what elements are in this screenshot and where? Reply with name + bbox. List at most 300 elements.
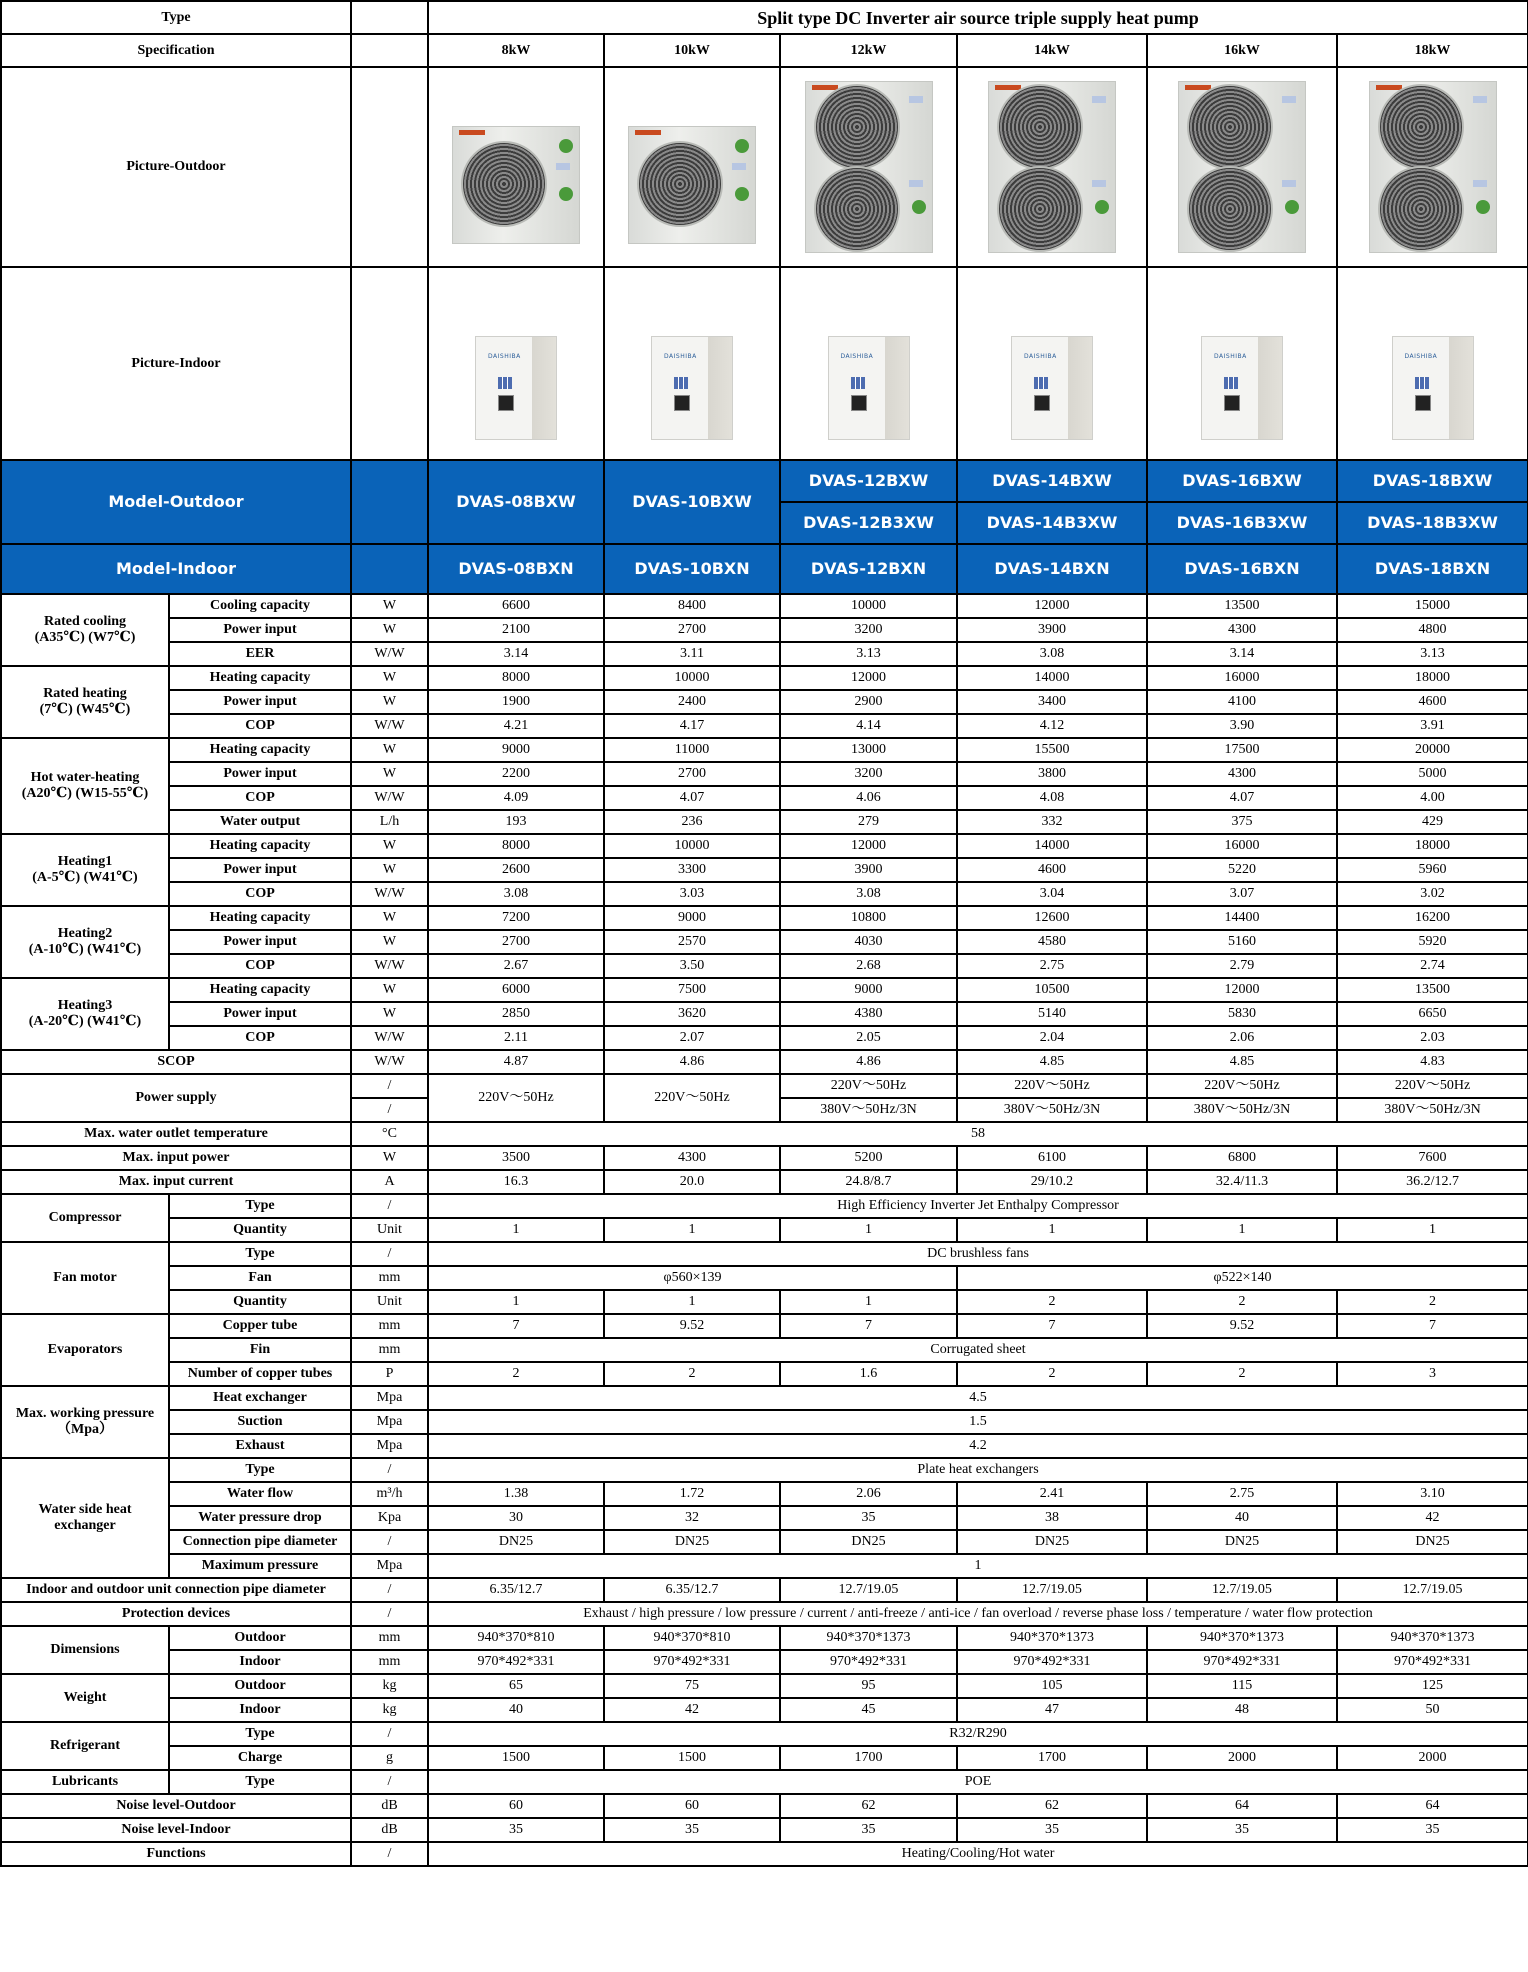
spec-row xyxy=(1,714,1528,738)
spec-row xyxy=(1,1770,1528,1794)
value-cell: 40 xyxy=(428,1698,604,1722)
unit-cell xyxy=(351,1,428,34)
indoor-unit-image: DAISHIBA xyxy=(828,336,910,440)
model-indoor-value: DVAS-10BXN xyxy=(604,544,780,594)
value-cell: 193 xyxy=(428,810,604,834)
value-cell: 332 xyxy=(957,810,1147,834)
row-label: Functions xyxy=(1,1842,351,1866)
value-cell: 30 xyxy=(428,1506,604,1530)
value-cell: 4.83 xyxy=(1337,1050,1528,1074)
value-cell: 20000 xyxy=(1337,738,1528,762)
unit-cell: mm xyxy=(351,1650,428,1674)
value-cell: 10000 xyxy=(604,666,780,690)
value-cell: 4.86 xyxy=(780,1050,957,1074)
value-cell: 3 xyxy=(1337,1362,1528,1386)
value-cell: DN25 xyxy=(428,1530,604,1554)
value-cell: 4.09 xyxy=(428,786,604,810)
value-cell: 2.03 xyxy=(1337,1026,1528,1050)
value-cell: 29/10.2 xyxy=(957,1170,1147,1194)
spec-row xyxy=(1,666,1528,690)
value-cell: φ522×140 xyxy=(957,1266,1528,1290)
spec-row xyxy=(1,1314,1528,1338)
value-cell: 12.7/19.05 xyxy=(780,1578,957,1602)
unit-cell: Mpa xyxy=(351,1386,428,1410)
value-cell: 4300 xyxy=(1147,762,1337,786)
value-cell: 64 xyxy=(1147,1794,1337,1818)
value-cell: 24.8/8.7 xyxy=(780,1170,957,1194)
value-cell: 380V～50Hz/3N xyxy=(1147,1098,1337,1122)
value-cell: 3200 xyxy=(780,762,957,786)
value-cell: 3.02 xyxy=(1337,882,1528,906)
model-outdoor-value: DVAS-12B3XW xyxy=(780,502,957,544)
value-cell: 3.11 xyxy=(604,642,780,666)
value-cell: 2700 xyxy=(428,930,604,954)
model-outdoor-value: DVAS-16B3XW xyxy=(1147,502,1337,544)
value-cell: 2.75 xyxy=(1147,1482,1337,1506)
unit-cell: / xyxy=(351,1242,428,1266)
value-cell: 42 xyxy=(604,1698,780,1722)
value-cell: 375 xyxy=(1147,810,1337,834)
value-cell: 15000 xyxy=(1337,594,1528,618)
value-cell: R32/R290 xyxy=(428,1722,1528,1746)
value-cell: 8400 xyxy=(604,594,780,618)
model-indoor-row xyxy=(1,544,1528,594)
model-indoor-value: DVAS-14BXN xyxy=(957,544,1147,594)
value-cell: 220V～50Hz xyxy=(428,1074,604,1122)
value-cell: 60 xyxy=(604,1794,780,1818)
indoor-unit-image: DAISHIBA xyxy=(1392,336,1474,440)
value-cell: 8000 xyxy=(428,834,604,858)
value-cell: 10800 xyxy=(780,906,957,930)
unit-cell: / xyxy=(351,1842,428,1866)
value-cell: 1 xyxy=(428,1554,1528,1578)
spec-row xyxy=(1,1698,1528,1722)
value-cell: 3400 xyxy=(957,690,1147,714)
spec-row xyxy=(1,1554,1528,1578)
value-cell: 35 xyxy=(780,1506,957,1530)
unit-cell: W/W xyxy=(351,954,428,978)
spec-row xyxy=(1,1530,1528,1554)
value-cell: 2.79 xyxy=(1147,954,1337,978)
unit-cell xyxy=(351,544,428,594)
value-cell: φ560×139 xyxy=(428,1266,957,1290)
unit-cell: / xyxy=(351,1098,428,1122)
row-label: Indoor and outdoor unit connection pipe diameter xyxy=(1,1578,351,1602)
unit-cell: W/W xyxy=(351,882,428,906)
value-cell: 1 xyxy=(1147,1218,1337,1242)
spec-row xyxy=(1,858,1528,882)
row-label: Water flow xyxy=(169,1482,351,1506)
value-cell: 2 xyxy=(957,1362,1147,1386)
value-cell: 970*492*331 xyxy=(957,1650,1147,1674)
spec-row xyxy=(1,594,1528,618)
unit-cell: / xyxy=(351,1530,428,1554)
value-cell: 2000 xyxy=(1147,1746,1337,1770)
value-cell: 4580 xyxy=(957,930,1147,954)
value-cell: 4.08 xyxy=(957,786,1147,810)
value-cell: 220V～50Hz xyxy=(1337,1074,1528,1098)
value-cell: 970*492*331 xyxy=(604,1650,780,1674)
unit-cell: W/W xyxy=(351,786,428,810)
spec-row xyxy=(1,1842,1528,1866)
value-cell: 4030 xyxy=(780,930,957,954)
outdoor-picture-cell xyxy=(1337,67,1528,267)
value-cell: 12.7/19.05 xyxy=(1147,1578,1337,1602)
value-cell: 17500 xyxy=(1147,738,1337,762)
unit-cell: P xyxy=(351,1362,428,1386)
value-cell: 3.04 xyxy=(957,882,1147,906)
unit-cell xyxy=(351,267,428,460)
value-cell: 65 xyxy=(428,1674,604,1698)
value-cell: 4.87 xyxy=(428,1050,604,1074)
value-cell: 9000 xyxy=(780,978,957,1002)
row-label: Cooling capacity xyxy=(169,594,351,618)
model-indoor-value: DVAS-16BXN xyxy=(1147,544,1337,594)
unit-cell: g xyxy=(351,1746,428,1770)
value-cell: 16.3 xyxy=(428,1170,604,1194)
value-cell: 64 xyxy=(1337,1794,1528,1818)
outdoor-unit-image xyxy=(988,81,1116,253)
value-cell: 12000 xyxy=(957,594,1147,618)
value-cell: DN25 xyxy=(604,1530,780,1554)
unit-cell: W xyxy=(351,930,428,954)
value-cell: 5830 xyxy=(1147,1002,1337,1026)
spec-row xyxy=(1,1242,1528,1266)
spec-value: 10kW xyxy=(604,34,780,67)
value-cell: 32 xyxy=(604,1506,780,1530)
value-cell: 6.35/12.7 xyxy=(428,1578,604,1602)
value-cell: 13500 xyxy=(1147,594,1337,618)
value-cell: 1500 xyxy=(428,1746,604,1770)
row-label: COP xyxy=(169,1026,351,1050)
unit-cell: W xyxy=(351,594,428,618)
model-indoor-value: DVAS-08BXN xyxy=(428,544,604,594)
value-cell: 4.21 xyxy=(428,714,604,738)
value-cell: 2.67 xyxy=(428,954,604,978)
value-cell: Plate heat exchangers xyxy=(428,1458,1528,1482)
group-label: Heating3 (A-20℃) (W41℃) xyxy=(1,978,169,1050)
spec-row xyxy=(1,1218,1528,1242)
value-cell: 2.75 xyxy=(957,954,1147,978)
spec-row xyxy=(1,1170,1528,1194)
value-cell: 5200 xyxy=(780,1146,957,1170)
spec-row xyxy=(1,1506,1528,1530)
value-cell: 4300 xyxy=(1147,618,1337,642)
value-cell: 940*370*1373 xyxy=(1147,1626,1337,1650)
spec-row xyxy=(1,978,1528,1002)
value-cell: 1.6 xyxy=(780,1362,957,1386)
value-cell: 3.08 xyxy=(780,882,957,906)
unit-cell: W xyxy=(351,666,428,690)
value-cell: 4.2 xyxy=(428,1434,1528,1458)
value-cell: 6800 xyxy=(1147,1146,1337,1170)
value-cell: 5220 xyxy=(1147,858,1337,882)
row-label: COP xyxy=(169,786,351,810)
spec-row xyxy=(1,1338,1528,1362)
value-cell: 2.68 xyxy=(780,954,957,978)
value-cell: 50 xyxy=(1337,1698,1528,1722)
value-cell: 3.50 xyxy=(604,954,780,978)
picture-indoor-label: Picture-Indoor xyxy=(1,267,351,460)
spec-value: 12kW xyxy=(780,34,957,67)
spec-row xyxy=(1,1458,1528,1482)
unit-cell: L/h xyxy=(351,810,428,834)
row-label: Copper tube xyxy=(169,1314,351,1338)
spec-row xyxy=(1,810,1528,834)
group-label: Heating2 (A-10℃) (W41℃) xyxy=(1,906,169,978)
unit-cell: kg xyxy=(351,1698,428,1722)
model-outdoor-value: DVAS-14BXW xyxy=(957,460,1147,502)
spec-row xyxy=(1,906,1528,930)
group-label: Fan motor xyxy=(1,1242,169,1314)
value-cell: 3.08 xyxy=(428,882,604,906)
value-cell: 12.7/19.05 xyxy=(1337,1578,1528,1602)
value-cell: 35 xyxy=(428,1818,604,1842)
value-cell: 14400 xyxy=(1147,906,1337,930)
value-cell: 6650 xyxy=(1337,1002,1528,1026)
value-cell: 2700 xyxy=(604,762,780,786)
value-cell: 1 xyxy=(428,1290,604,1314)
spec-row xyxy=(1,1146,1528,1170)
value-cell: 10000 xyxy=(604,834,780,858)
unit-cell: dB xyxy=(351,1794,428,1818)
unit-cell: / xyxy=(351,1602,428,1626)
spec-row xyxy=(1,930,1528,954)
unit-cell: W xyxy=(351,618,428,642)
model-outdoor-label: Model-Outdoor xyxy=(1,460,351,544)
unit-cell: W xyxy=(351,858,428,882)
value-cell: 9000 xyxy=(604,906,780,930)
unit-cell: W xyxy=(351,738,428,762)
value-cell: 6000 xyxy=(428,978,604,1002)
value-cell: 35 xyxy=(957,1818,1147,1842)
unit-cell: / xyxy=(351,1578,428,1602)
value-cell: 35 xyxy=(1147,1818,1337,1842)
spec-row xyxy=(1,1722,1528,1746)
value-cell: 940*370*1373 xyxy=(1337,1626,1528,1650)
indoor-picture-cell xyxy=(1337,267,1528,460)
value-cell: 1 xyxy=(780,1290,957,1314)
row-label: Outdoor xyxy=(169,1674,351,1698)
unit-cell: / xyxy=(351,1194,428,1218)
value-cell: 38 xyxy=(957,1506,1147,1530)
unit-cell: kg xyxy=(351,1674,428,1698)
model-outdoor-row xyxy=(1,460,1528,502)
unit-cell: W xyxy=(351,1146,428,1170)
row-label: Power input xyxy=(169,762,351,786)
value-cell: 9.52 xyxy=(604,1314,780,1338)
row-label: COP xyxy=(169,954,351,978)
outdoor-unit-image xyxy=(1369,81,1497,253)
row-label: Water pressure drop xyxy=(169,1506,351,1530)
picture-indoor-row xyxy=(1,267,1528,460)
spec-value: 14kW xyxy=(957,34,1147,67)
row-label: SCOP xyxy=(1,1050,351,1074)
value-cell: 7200 xyxy=(428,906,604,930)
spec-row xyxy=(1,786,1528,810)
value-cell: 2100 xyxy=(428,618,604,642)
value-cell: 12000 xyxy=(780,834,957,858)
unit-cell: / xyxy=(351,1722,428,1746)
value-cell: 10000 xyxy=(780,594,957,618)
value-cell: 3.07 xyxy=(1147,882,1337,906)
value-cell: 13000 xyxy=(780,738,957,762)
model-outdoor-value: DVAS-08BXW xyxy=(428,460,604,544)
spec-row xyxy=(1,1122,1528,1146)
value-cell: 18000 xyxy=(1337,834,1528,858)
spec-row xyxy=(1,1674,1528,1698)
value-cell: 940*370*810 xyxy=(428,1626,604,1650)
unit-cell: Unit xyxy=(351,1290,428,1314)
row-label: Exhaust xyxy=(169,1434,351,1458)
group-label: Weight xyxy=(1,1674,169,1722)
value-cell: 6100 xyxy=(957,1146,1147,1170)
value-cell: 1 xyxy=(780,1218,957,1242)
value-cell: 6.35/12.7 xyxy=(604,1578,780,1602)
value-cell: 380V～50Hz/3N xyxy=(1337,1098,1528,1122)
unit-cell: mm xyxy=(351,1266,428,1290)
row-label: Fan xyxy=(169,1266,351,1290)
value-cell: 35 xyxy=(780,1818,957,1842)
row-label: Fin xyxy=(169,1338,351,1362)
value-cell: 18000 xyxy=(1337,666,1528,690)
value-cell: 12000 xyxy=(780,666,957,690)
group-label: Compressor xyxy=(1,1194,169,1242)
value-cell: 4.07 xyxy=(604,786,780,810)
value-cell: 4100 xyxy=(1147,690,1337,714)
value-cell: 4.00 xyxy=(1337,786,1528,810)
row-label: EER xyxy=(169,642,351,666)
value-cell: 4600 xyxy=(957,858,1147,882)
value-cell: 220V～50Hz xyxy=(957,1074,1147,1098)
spec-row xyxy=(1,1026,1528,1050)
row-label: Noise level-Outdoor xyxy=(1,1794,351,1818)
spec-row xyxy=(1,1602,1528,1626)
value-cell: Heating/Cooling/Hot water xyxy=(428,1842,1528,1866)
value-cell: 3620 xyxy=(604,1002,780,1026)
value-cell: 2 xyxy=(1147,1362,1337,1386)
row-label: Type xyxy=(169,1458,351,1482)
spec-row xyxy=(1,1362,1528,1386)
spec-row xyxy=(1,834,1528,858)
outdoor-unit-image xyxy=(628,126,756,244)
value-cell: 3200 xyxy=(780,618,957,642)
value-cell: 3.91 xyxy=(1337,714,1528,738)
value-cell: 2.11 xyxy=(428,1026,604,1050)
value-cell: 105 xyxy=(957,1674,1147,1698)
outdoor-picture-cell xyxy=(957,67,1147,267)
spec-row xyxy=(1,1194,1528,1218)
value-cell: 125 xyxy=(1337,1674,1528,1698)
unit-cell: Mpa xyxy=(351,1410,428,1434)
value-cell: 2 xyxy=(957,1290,1147,1314)
spec-row xyxy=(1,1410,1528,1434)
value-cell: 1.5 xyxy=(428,1410,1528,1434)
value-cell: 2000 xyxy=(1337,1746,1528,1770)
row-label: Max. input current xyxy=(1,1170,351,1194)
value-cell: 1500 xyxy=(604,1746,780,1770)
group-label: Water side heat exchanger xyxy=(1,1458,169,1578)
value-cell: 62 xyxy=(780,1794,957,1818)
value-cell: 2700 xyxy=(604,618,780,642)
unit-cell: mm xyxy=(351,1314,428,1338)
row-label: Connection pipe diameter xyxy=(169,1530,351,1554)
value-cell: 16000 xyxy=(1147,834,1337,858)
value-cell: 5920 xyxy=(1337,930,1528,954)
value-cell: 2.04 xyxy=(957,1026,1147,1050)
value-cell: 4.86 xyxy=(604,1050,780,1074)
value-cell: 4.12 xyxy=(957,714,1147,738)
unit-cell: Mpa xyxy=(351,1434,428,1458)
value-cell: 940*370*810 xyxy=(604,1626,780,1650)
value-cell: 16200 xyxy=(1337,906,1528,930)
unit-cell: A xyxy=(351,1170,428,1194)
value-cell: 6600 xyxy=(428,594,604,618)
row-label: COP xyxy=(169,714,351,738)
unit-cell: m³/h xyxy=(351,1482,428,1506)
value-cell: 35 xyxy=(604,1818,780,1842)
unit-cell: W xyxy=(351,978,428,1002)
value-cell: 2 xyxy=(428,1362,604,1386)
row-label: Quantity xyxy=(169,1218,351,1242)
type-value: Split type DC Inverter air source triple supply heat pump xyxy=(428,1,1528,34)
unit-cell: / xyxy=(351,1770,428,1794)
unit-cell: mm xyxy=(351,1338,428,1362)
spec-row xyxy=(1,1434,1528,1458)
value-cell: 429 xyxy=(1337,810,1528,834)
value-cell: 14000 xyxy=(957,834,1147,858)
value-cell: 9000 xyxy=(428,738,604,762)
spec-row xyxy=(1,1050,1528,1074)
value-cell: 20.0 xyxy=(604,1170,780,1194)
unit-cell: W/W xyxy=(351,714,428,738)
value-cell: 60 xyxy=(428,1794,604,1818)
unit-cell: W xyxy=(351,690,428,714)
model-indoor-value: DVAS-18BXN xyxy=(1337,544,1528,594)
unit-cell: mm xyxy=(351,1626,428,1650)
value-cell: 970*492*331 xyxy=(428,1650,604,1674)
unit-cell: °C xyxy=(351,1122,428,1146)
spec-row xyxy=(1,1578,1528,1602)
value-cell: 970*492*331 xyxy=(780,1650,957,1674)
value-cell: 5960 xyxy=(1337,858,1528,882)
value-cell: 12000 xyxy=(1147,978,1337,1002)
value-cell: 2900 xyxy=(780,690,957,714)
spec-row xyxy=(1,1266,1528,1290)
group-label: Hot water-heating (A20℃) (W15-55℃) xyxy=(1,738,169,834)
row-label: Max. water outlet temperature xyxy=(1,1122,351,1146)
row-label: Type xyxy=(169,1722,351,1746)
unit-cell: / xyxy=(351,1074,428,1098)
row-label: Power input xyxy=(169,618,351,642)
value-cell: 7 xyxy=(780,1314,957,1338)
row-label: Noise level-Indoor xyxy=(1,1818,351,1842)
spec-row xyxy=(1,954,1528,978)
spec-row xyxy=(1,762,1528,786)
value-cell: 2.06 xyxy=(1147,1026,1337,1050)
value-cell: 380V～50Hz/3N xyxy=(957,1098,1147,1122)
indoor-picture-cell xyxy=(1147,267,1337,460)
value-cell: 32.4/11.3 xyxy=(1147,1170,1337,1194)
value-cell: 940*370*1373 xyxy=(957,1626,1147,1650)
value-cell: 2.74 xyxy=(1337,954,1528,978)
value-cell: 75 xyxy=(604,1674,780,1698)
value-cell: 4.14 xyxy=(780,714,957,738)
spec-row xyxy=(1,1386,1528,1410)
value-cell: 3.03 xyxy=(604,882,780,906)
value-cell: 970*492*331 xyxy=(1147,1650,1337,1674)
unit-cell xyxy=(351,34,428,67)
